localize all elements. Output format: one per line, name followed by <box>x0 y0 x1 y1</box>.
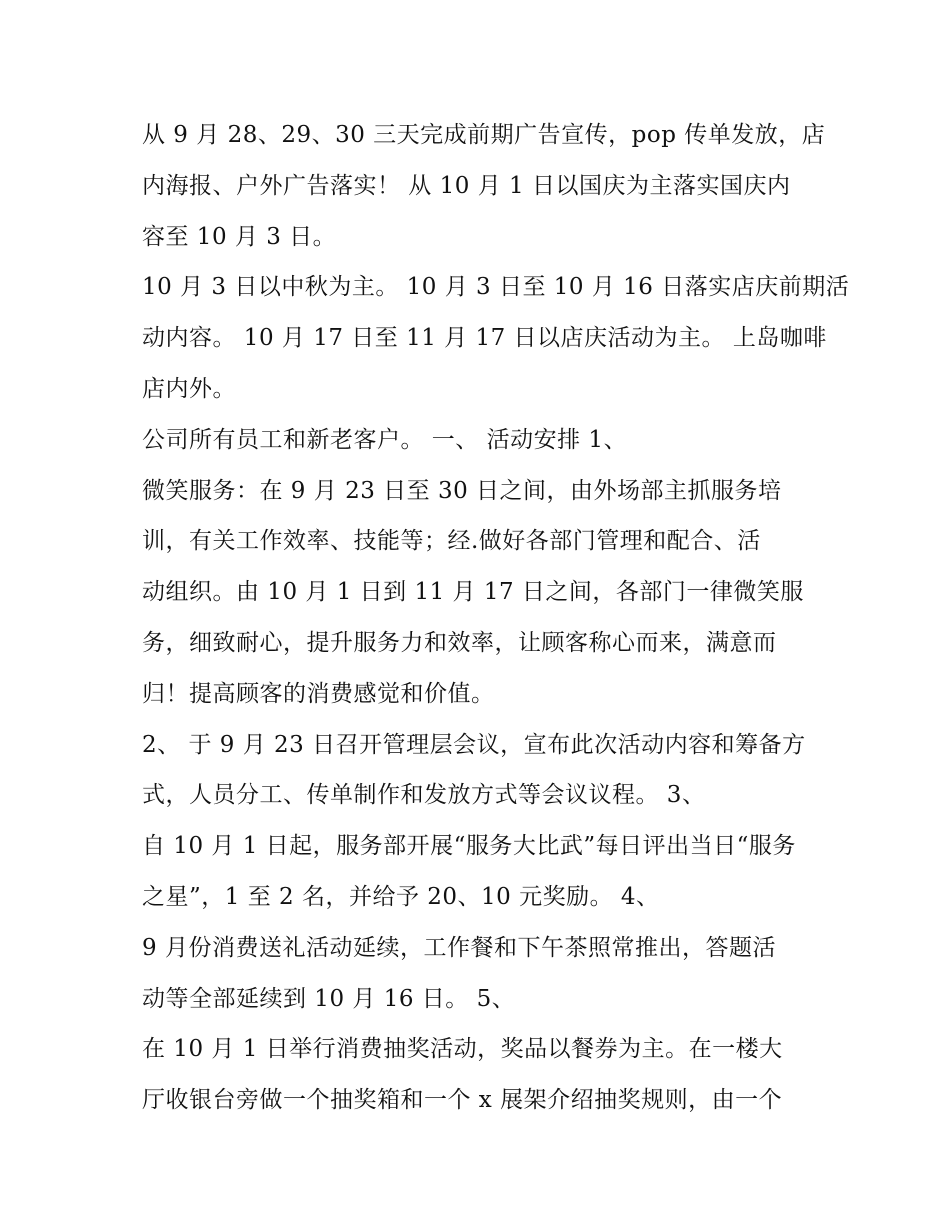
text-line: 厅收银台旁做一个抽奖箱和一个 x 展架介绍抽奖规则，由一个 <box>142 1087 783 1114</box>
text-line: 动内容。 10 月 17 日至 11 月 17 日以店庆活动为主。 上岛咖啡 <box>142 325 827 352</box>
text-line: 从 9 月 28、29、30 三天完成前期广告宣传，pop 传单发放，店 <box>142 122 826 148</box>
text-line: 之星”，1 至 2 名，并给予 20、10 元奖励。 4、 <box>142 883 660 910</box>
text-line: 9 月份消费送礼活动延续，工作餐和下午茶照常推出，答题活 <box>142 934 776 961</box>
text-line: 2、 于 9 月 23 日召开管理层会议，宣布此次活动内容和筹备方 <box>142 731 806 758</box>
text-line: 式，人员分工、传单制作和发放方式等会议议程。 3、 <box>142 782 706 809</box>
text-line: 公司所有员工和新老客户。 一、 活动安排 1、 <box>142 426 628 453</box>
text-line: 10 月 3 日以中秋为主。 10 月 3 日至 10 月 16 日落实店庆前期活 <box>142 274 850 301</box>
text-line: 微笑服务：在 9 月 23 日至 30 日之间，由外场部主抓服务培 <box>142 477 782 504</box>
text-line: 在 10 月 1 日举行消费抽奖活动，奖品以餐券为主。在一楼大 <box>142 1036 783 1063</box>
text-line: 归！提高顾客的消费感觉和价值。 <box>142 680 495 707</box>
text-line: 容至 10 月 3 日。 <box>142 223 337 250</box>
text-line: 动组织。由 10 月 1 日到 11 月 17 日之间，各部门一律微笑服 <box>142 579 804 606</box>
text-line: 动等全部延续到 10 月 16 日。 5、 <box>142 985 516 1012</box>
text-line: 自 10 月 1 日起，服务部开展“服务大比武”每日评出当日“服务 <box>142 833 796 860</box>
text-line: 店内外。 <box>142 375 236 402</box>
text-line: 训，有关工作效率、技能等；经.做好各部门管理和配合、活 <box>142 528 761 555</box>
text-line: 务，细致耐心，提升服务力和效率，让顾客称心而来，满意而 <box>142 629 777 656</box>
text-line: 内海报、户外广告落实！ 从 10 月 1 日以国庆为主落实国庆内 <box>142 172 791 199</box>
document-body <box>142 110 850 1126</box>
